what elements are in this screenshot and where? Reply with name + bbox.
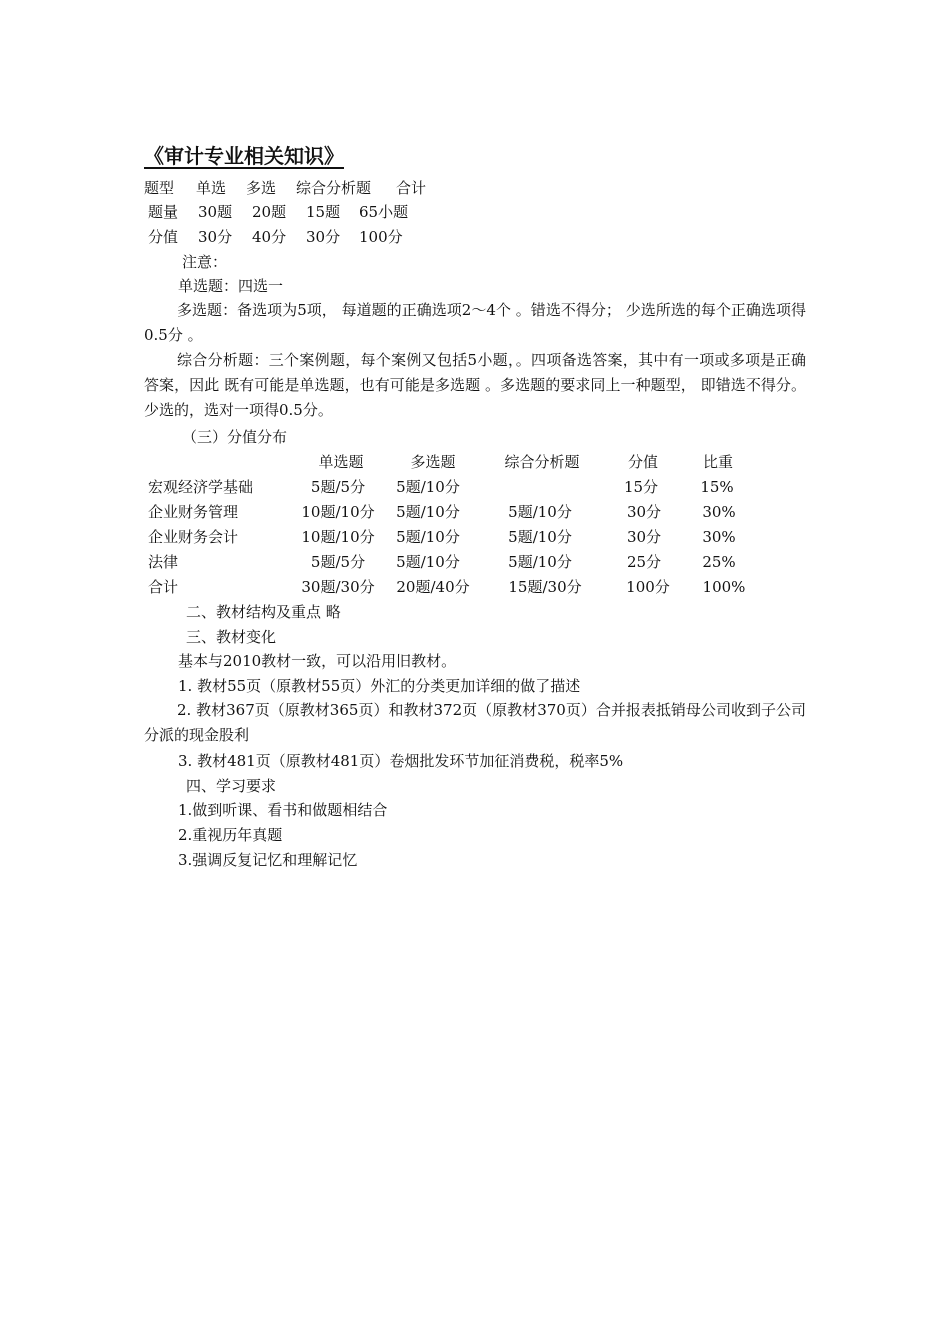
score-subject: 宏观经济学基础 — [148, 478, 254, 496]
changes-intro: 基本与2010教材一致，可以沿用旧教材。 — [178, 652, 457, 670]
score-cell: 5题/10分 — [508, 553, 572, 571]
section-two-heading: 二、教材结构及重点 略 — [186, 603, 341, 621]
change-item: 1. 教材55页（原教材55页）外汇的分类更加详细的做了描述 — [178, 677, 581, 695]
score-header: 多选题 — [410, 453, 456, 471]
requirement-item: 3.强调反复记忆和理解记忆 — [178, 851, 358, 869]
score-cell: 5题/10分 — [396, 503, 460, 521]
summary-cell: 100分 — [359, 228, 403, 246]
notes-heading: 注意： — [182, 253, 228, 271]
score-cell: 5题/10分 — [508, 503, 572, 521]
section-four-heading: 四、学习要求 — [186, 777, 277, 795]
change-item: 2. 教材367页（原教材365页）和教材372页（原教材370页）合并报表抵销母公司收到子公司分派的现金股利 — [144, 701, 806, 744]
score-cell: 10题/10分 — [301, 528, 375, 546]
score-subject: 合计 — [148, 578, 179, 596]
section-three-heading: 三、教材变化 — [186, 628, 277, 646]
summary-cell: 多选 — [246, 179, 277, 197]
score-cell: 5题/10分 — [396, 528, 460, 546]
score-cell: 25% — [702, 553, 736, 571]
summary-cell: 65小题 — [359, 203, 409, 221]
score-cell: 5题/10分 — [396, 553, 460, 571]
document-title: 《审计专业相关知识》 — [144, 144, 344, 168]
summary-cell: 分值 — [148, 228, 179, 246]
score-cell: 15题/30分 — [508, 578, 582, 596]
score-subject: 企业财务管理 — [148, 503, 239, 521]
score-cell: 10题/10分 — [301, 503, 375, 521]
summary-cell: 40分 — [252, 228, 287, 246]
score-cell: 20题/40分 — [396, 578, 470, 596]
summary-cell: 合计 — [396, 179, 427, 197]
note-single-choice: 单选题：四选一 — [178, 277, 284, 295]
score-cell: 5题/10分 — [508, 528, 572, 546]
score-subject: 法律 — [148, 553, 179, 571]
score-cell: 15分 — [623, 478, 659, 496]
summary-cell: 综合分析题 — [296, 179, 372, 197]
summary-cell: 30分 — [306, 228, 341, 246]
score-cell: 25分 — [626, 553, 662, 571]
score-cell: 15% — [700, 478, 734, 496]
score-cell: 30% — [702, 528, 736, 546]
score-cell: 5题/5分 — [310, 478, 366, 496]
summary-cell: 题型 — [144, 179, 175, 197]
summary-cell: 30分 — [198, 228, 233, 246]
change-item: 3. 教材481页（原教材481页）卷烟批发环节加征消费税，税率5% — [178, 752, 624, 770]
summary-cell: 题量 — [148, 203, 179, 221]
note-analysis: 综合分析题：三个案例题，每个案例又包括5小题，。四项备选答案，其中有一项或多项是正确答案，因此 既有可能是单选题，也有可能是多选题 。多选题的要求同上一种题型， 即错选不得分。少选的，选对一项得0.5分。 — [144, 351, 806, 419]
score-header: 比重 — [702, 453, 734, 471]
summary-cell: 20题 — [252, 203, 287, 221]
score-cell: 5题/5分 — [310, 553, 366, 571]
summary-cell: 30题 — [198, 203, 233, 221]
score-header: 分值 — [627, 453, 659, 471]
summary-cell: 15题 — [306, 203, 341, 221]
section-score-distribution-heading: （三）分值分布 — [182, 428, 288, 446]
score-subject: 企业财务会计 — [148, 528, 239, 546]
score-cell: 100% — [702, 578, 746, 596]
score-cell: 30题/30分 — [301, 578, 375, 596]
score-header: 单选题 — [318, 453, 364, 471]
score-cell: 30% — [702, 503, 736, 521]
note-multiple-choice: 多选题：备选项为5项， 每道题的正确选项2～4个 。错选不得分； 少选所选的每个正确选项得0.5分 。 — [144, 301, 806, 344]
score-header: 综合分析题 — [504, 453, 580, 471]
score-cell: 100分 — [626, 578, 670, 596]
score-cell: 30分 — [626, 528, 662, 546]
requirement-item: 1.做到听课、看书和做题相结合 — [178, 801, 388, 819]
requirement-item: 2.重视历年真题 — [178, 826, 283, 844]
score-cell: 30分 — [626, 503, 662, 521]
summary-cell: 单选 — [196, 179, 227, 197]
score-cell: 5题/10分 — [396, 478, 460, 496]
